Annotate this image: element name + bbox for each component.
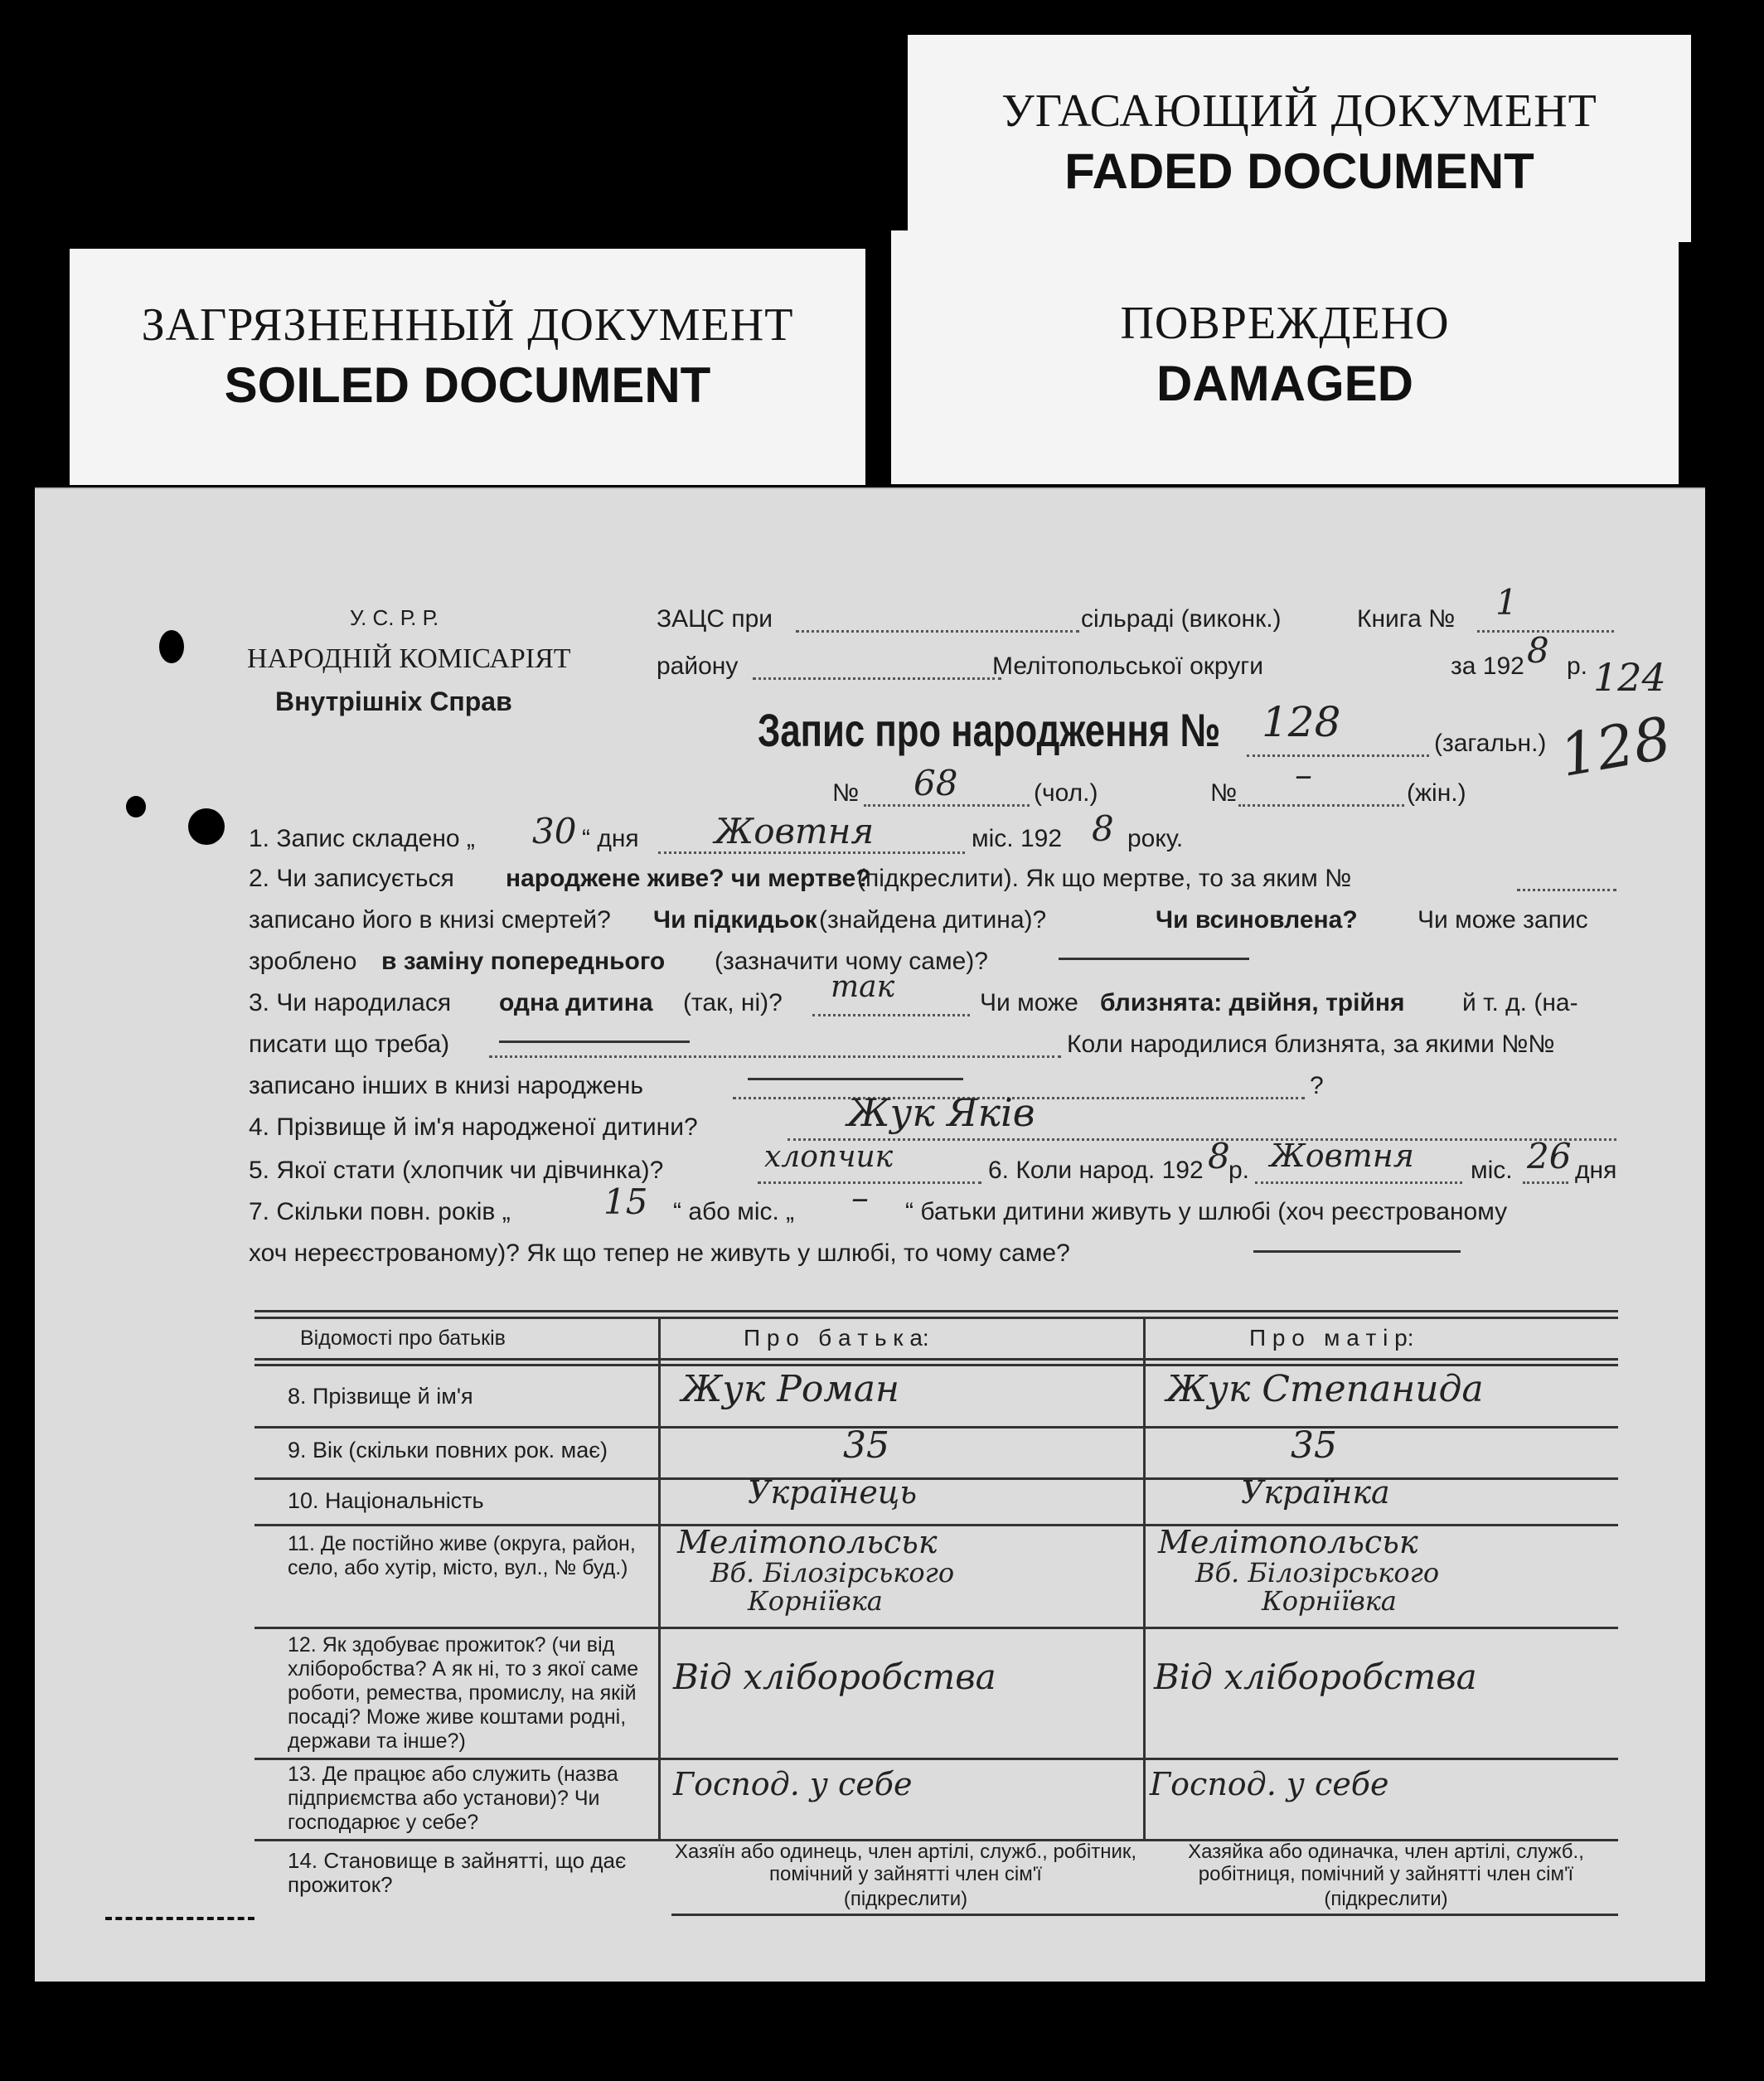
table-top-border [254, 1310, 1618, 1312]
soiled-label-ru: ЗАГРЯЗНЕННЫЙ ДОКУМЕНТ [141, 299, 794, 351]
table-header-border-2 [254, 1364, 1618, 1366]
year-prefix: за 192 [1451, 652, 1524, 680]
row13-father: Господ. у себе [673, 1766, 913, 1802]
book-label: Книга № [1357, 605, 1456, 633]
row11-father-line1: Мелітопольськ [677, 1524, 938, 1560]
q3-single: одна дитина [499, 989, 653, 1016]
row9-label: 9. Вік (скільки повних рок. має) [288, 1438, 608, 1463]
perforation [105, 1917, 254, 1920]
table-header-info: Відомості про батьків [300, 1327, 506, 1350]
department-name: Внутрішніх Справ [275, 686, 512, 716]
year-value: 8 [1527, 630, 1549, 671]
q1-day: 30 [532, 811, 577, 851]
q2-text: 2. Чи записується [249, 865, 454, 892]
zags-suffix: сільраді (виконк.) [1081, 605, 1282, 633]
q3-write: писати що треба) [249, 1031, 450, 1058]
q2-death-number-field [1517, 889, 1616, 891]
margin-note-128: 128 [1554, 704, 1676, 790]
row11-mother-line1: Мелітопольськ [1158, 1524, 1418, 1560]
male-label: (чол.) [1034, 779, 1098, 807]
row12-mother: Від хліборобства [1154, 1657, 1477, 1697]
q6-month: Жовтня [1270, 1138, 1414, 1174]
q2-death-book: записано його в книзі смертей? [249, 906, 611, 934]
q7-reason-dash [1253, 1250, 1461, 1253]
row12-father: Від хліборобства [673, 1657, 996, 1697]
table-col-divider-2 [1143, 1318, 1146, 1841]
record-number: 128 [1262, 698, 1341, 746]
margin-note-124: 124 [1593, 655, 1666, 700]
record-title: Запис про народження № [758, 704, 1221, 756]
q7-text-d: хоч нереєстрованому)? Як що тепер не живуть у шлюбі, то чому саме? [249, 1239, 1070, 1267]
q1-text-d: року. [1127, 825, 1184, 852]
row12-label: 12. Як здобуває прожиток? (чи від хліборобства? А як ні, то з якої саме роботи, ремества, промислу, на якій посаді? Може живе коштами родні, держави та інше?) [288, 1633, 639, 1753]
row9-father: 35 [843, 1424, 889, 1467]
damaged-label-en: DAMAGED [1156, 356, 1413, 411]
district-suffix: Мелітопольської округи [992, 652, 1263, 680]
q1-month-field [658, 851, 965, 854]
faded-document-label [908, 35, 1691, 242]
q3-twins-field [489, 1055, 1061, 1058]
q1-year: 8 [1092, 808, 1114, 849]
q6-text: 6. Коли народ. 192 [988, 1157, 1204, 1184]
female-number-field [1238, 804, 1404, 807]
row-divider [254, 1477, 1618, 1480]
row-divider [254, 1627, 1618, 1629]
q2-foundling: Чи підкидьок [653, 906, 817, 934]
q3-text: 3. Чи народилася [249, 989, 452, 1016]
q3-note: (так, ні)? [683, 989, 783, 1016]
general-label: (загальн.) [1434, 730, 1547, 757]
row14-mother-options: Хазяйка або одиначка, член артілі, служб., робітниця, помічний у зайнятті член сім'ї [1188, 1841, 1584, 1885]
row-divider [254, 1758, 1618, 1760]
q2-replace-prefix: зроблено [249, 948, 357, 975]
q3-twins-when: Коли народилися близнята, за якими №№ [1067, 1031, 1555, 1058]
q3-text-f: й т. д. (на- [1462, 989, 1578, 1016]
q7-text-c: “ батьки дитини живуть у шлюбі (хоч реєстрованому [905, 1198, 1508, 1225]
soiled-document-label [70, 249, 865, 485]
q3-others-dash [748, 1078, 963, 1080]
q2-text-e: Чи може запис [1418, 906, 1588, 934]
q2-text-c: (підкреслити). Як що мертве, то за яким № [857, 865, 1352, 892]
q6-text-d: міс. [1471, 1157, 1513, 1184]
row10-father: Українець [748, 1474, 918, 1511]
row8-father: Жук Роман [681, 1368, 900, 1410]
zags-field [796, 630, 1079, 633]
row9-mother: 35 [1291, 1424, 1337, 1467]
book-number: 1 [1495, 582, 1518, 623]
row13-mother: Господ. у себе [1150, 1766, 1389, 1802]
q2-replace-dash [1059, 958, 1249, 960]
q6-day: 26 [1527, 1136, 1572, 1176]
q5-text: 5. Якої стати (хлопчик чи дівчинка)? [249, 1157, 664, 1184]
q4-child-name: Жук Яків [847, 1090, 1035, 1135]
row14-mother-note: (підкреслити) [1324, 1888, 1448, 1910]
row14-father-options: Хазяїн або одинець, член артілі, служб., робітник, помічний у зайнятті член сім'ї [674, 1841, 1137, 1885]
table-bottom-border [671, 1914, 1618, 1916]
row8-label: 8. Прізвище й ім'я [288, 1384, 473, 1409]
row-divider [254, 1426, 1618, 1429]
district-prefix: району [657, 652, 739, 680]
row11-father-line3: Корніївка [748, 1585, 883, 1617]
punch-hole [188, 808, 225, 845]
table-col-divider-1 [658, 1318, 661, 1841]
q1-text-c: міс. 192 [972, 825, 1063, 852]
female-no-label: № [1210, 779, 1238, 807]
q2-foundling-note: (знайдена дитина)? [819, 906, 1047, 934]
faded-label-ru: УГАСАЮЩИЙ ДОКУМЕНТ [1001, 85, 1597, 137]
q3-others: записано інших в книзі народжень [249, 1072, 644, 1099]
table-header-border [254, 1358, 1618, 1361]
male-no-label: № [832, 779, 860, 807]
q1-text-b: “ дня [582, 825, 639, 852]
q1-text: 1. Запис складено „ [249, 825, 475, 852]
republic-abbr: У. С. Р. Р. [350, 605, 439, 630]
q6-text-c: р. [1228, 1157, 1250, 1184]
q3-twins-dash [499, 1040, 690, 1043]
q3-question-mark: ? [1310, 1072, 1324, 1099]
q3-single-field [812, 1014, 970, 1016]
damaged-label [891, 230, 1679, 484]
row8-mother: Жук Степанида [1166, 1368, 1484, 1410]
q7-text-b: “ або міс. „ [673, 1198, 795, 1225]
damaged-label-ru: ПОВРЕЖДЕНО [1120, 298, 1450, 349]
zags-prefix: ЗАЦС при [657, 605, 773, 633]
row13-label: 13. Де працює або служить (назва підприємства або установи)? Чи господарює у себе? [288, 1763, 618, 1834]
punch-hole [159, 630, 184, 663]
q3-twins: близнята: двійня, трійня [1100, 989, 1405, 1016]
row11-father-line2: Вб. Білозірського [710, 1557, 955, 1589]
q2-adopted: Чи всиновлена? [1156, 906, 1358, 934]
row14-label: 14. Становище в зайнятті, що дає прожиток? [288, 1848, 627, 1897]
female-number: – [1295, 754, 1312, 795]
district-field [753, 677, 1001, 680]
row10-label: 10. Національність [288, 1488, 484, 1513]
q3-single-value: так [831, 970, 895, 1004]
q6-day-field [1523, 1181, 1568, 1184]
q4-text: 4. Прізвище й ім'я народженої дитини? [249, 1113, 698, 1141]
record-number-field [1247, 754, 1429, 757]
commissariat-name: НАРОДНІЙ КОМІСАРІЯТ [247, 643, 571, 674]
faded-label-en: FADED DOCUMENT [1064, 143, 1534, 199]
soiled-label-en: SOILED DOCUMENT [224, 357, 711, 413]
q7-years: 15 [603, 1181, 648, 1222]
q2-bold: народжене живе? чи мертве? [506, 865, 871, 892]
female-label: (жін.) [1407, 779, 1466, 807]
table-header-father: П р о б а т ь к а: [744, 1325, 929, 1351]
q6-year: 8 [1208, 1136, 1230, 1176]
birth-record-form [35, 488, 1705, 1982]
table-header-mother: П р о м а т і р: [1249, 1325, 1414, 1351]
row11-mother-line2: Вб. Білозірського [1195, 1557, 1440, 1589]
q5-sex-value: хлопчик [764, 1140, 894, 1174]
q3-text-d: Чи може [980, 989, 1078, 1016]
q7-months: – [851, 1177, 869, 1218]
table-top-border-2 [254, 1317, 1618, 1319]
q1-month: Жовтня [715, 811, 875, 851]
q2-replace-note: (зазначити чому саме)? [715, 948, 988, 975]
row11-mother-line3: Корніївка [1262, 1585, 1397, 1617]
row11-label: 11. Де постійно живе (округа, район, село, або хутір, місто, вул., № буд.) [288, 1532, 636, 1579]
q6-text-e: дня [1575, 1157, 1617, 1184]
row14-father-note: (підкреслити) [843, 1888, 968, 1910]
q5-sex-field [758, 1181, 981, 1184]
q7-text: 7. Скільки повн. років „ [249, 1198, 511, 1225]
punch-hole [126, 796, 146, 817]
row10-mother: Українка [1241, 1474, 1390, 1511]
male-number-field [864, 804, 1030, 807]
q2-replace: в заміну попереднього [381, 948, 666, 975]
year-suffix: р. [1567, 652, 1588, 680]
male-number: 68 [914, 763, 958, 803]
q6-month-field [1255, 1181, 1462, 1184]
q4-name-field [788, 1138, 1616, 1141]
